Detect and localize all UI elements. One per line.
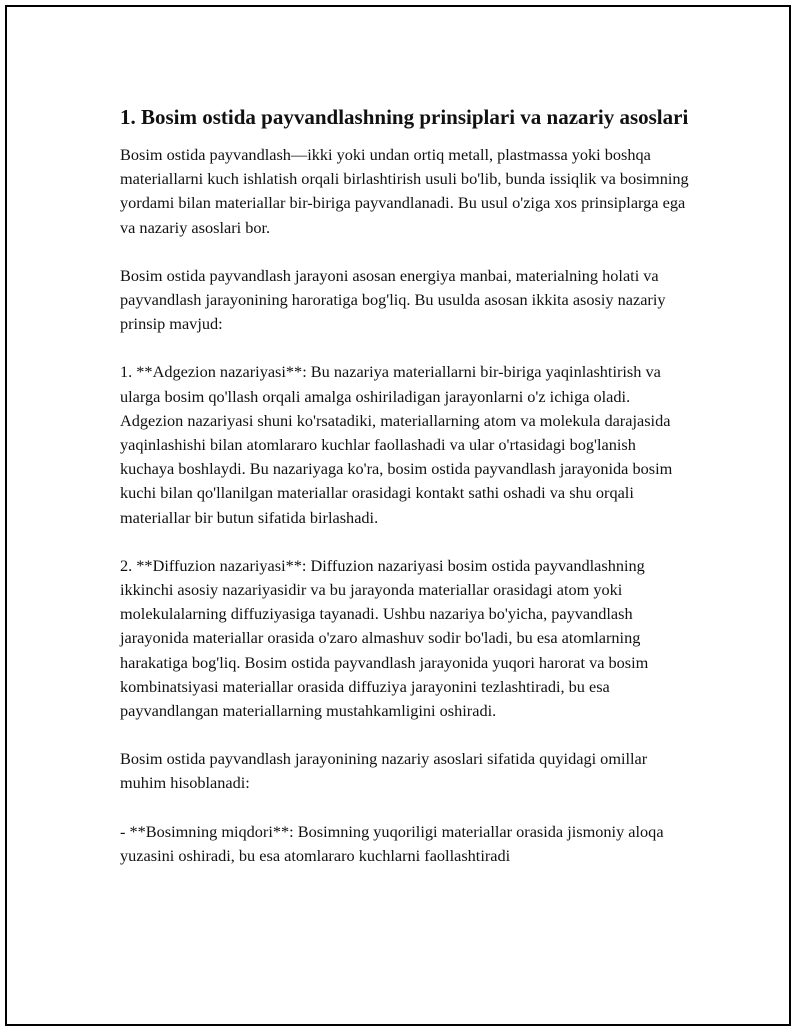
document-page	[5, 5, 791, 1026]
document-body	[120, 103, 690, 892]
section-heading: 1. Bosim ostida payvandlashning prinsiplari va nazariy asoslari	[120, 105, 689, 129]
paragraph-pressure-amount: - **Bosimning miqdori**: Bosimning yuqoriligi materiallar orasida jismoniy aloqa yuzasini oshiradi, bu esa atomlararo kuchlarni faollashtiradi	[120, 821, 664, 865]
paragraph-diffusion-theory: 2. **Diffuzion nazariyasi**: Diffuzion nazariyasi bosim ostida payvandlashning ikkinchi asosiy nazariyasidir va bu jarayonda materiallar orasidagi atom yoki molekulalarning diffuziyasiga tayanadi. Ushbu nazariya bo'yicha, payvandlash jarayonida materiallar orasida o'zaro almashuv sodir bo'ladi, bu esa atomlarning harakatiga bog'liq. Bosim ostida payvandlash jarayonida yuqori harorat va bosim kombinatsiyasi materiallar orasida diffuziya jarayonini tezlashtiradi, bu esa payvandlangan materiallarning mustahkamligini oshiradi.	[120, 555, 649, 721]
paragraph-intro: Bosim ostida payvandlash—ikki yoki undan ortiq metall, plastmassa yoki boshqa materiallarni kuch ishlatish orqali birlashtirish usuli bo'lib, bunda issiqlik va bosimning yordami bilan materiallar bir-biriga payvandlanadi. Bu usul o'ziga xos prinsiplarga ega va nazariy asoslari bor.	[120, 145, 689, 237]
paragraph-process: Bosim ostida payvandlash jarayoni asosan energiya manbai, materialning holati va payvandlash jarayonining haroratiga bog'liq. Bu usulda asosan ikkita asosiy nazariy prinsip mavjud:	[120, 265, 666, 334]
paragraph-adhesion-theory: 1. **Adgezion nazariyasi**: Bu nazariya materiallarni bir-biriga yaqinlashtirish va ularga bosim qo'llash orqali amalga oshiriladigan jarayonlarni o'z ichiga oladi. Adgezion nazariyasi shuni ko'rsatadiki, materiallarning atom va molekula darajasida yaqinlashishi bilan atomlararo kuchlar faollashadi va ular o'rtasidagi bog'lanish kuchaya boshlaydi. Bu nazariyaga ko'ra, bosim ostida payvandlash jarayonida bosim kuchi bilan qo'llanilgan materiallar orasidagi kontakt sathi oshadi va shu orqali materiallar bir butun sifatida birlashadi.	[120, 362, 673, 527]
paragraph-factors-intro: Bosim ostida payvandlash jarayonining nazariy asoslari sifatida quyidagi omillar muhim hisoblanadi:	[120, 749, 648, 793]
